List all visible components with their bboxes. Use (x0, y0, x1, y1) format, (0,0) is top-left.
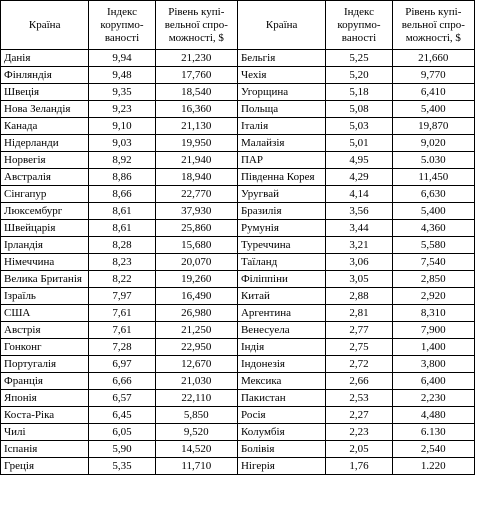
table-header-row (1, 1, 475, 50)
index-cell: 5,35 (89, 458, 155, 475)
purchasing-power-cell: 11,450 (392, 169, 474, 186)
index-cell: 7,97 (89, 288, 155, 305)
country-cell: Нова Зеландія (1, 101, 89, 118)
index-cell: 4,29 (326, 169, 392, 186)
table-row (1, 339, 475, 356)
index-cell: 3,56 (326, 203, 392, 220)
purchasing-power-cell: 21,130 (155, 118, 237, 135)
country-cell: Данія (1, 50, 89, 67)
table-row (1, 305, 475, 322)
purchasing-power-cell: 2,920 (392, 288, 474, 305)
country-cell: ПАР (237, 152, 325, 169)
purchasing-power-cell: 21,030 (155, 373, 237, 390)
purchasing-power-cell: 19,260 (155, 271, 237, 288)
table-body (1, 50, 475, 475)
purchasing-power-cell: 22,950 (155, 339, 237, 356)
index-cell: 6,97 (89, 356, 155, 373)
index-cell: 3,44 (326, 220, 392, 237)
country-cell: Швейцарія (1, 220, 89, 237)
purchasing-power-cell: 17,760 (155, 67, 237, 84)
index-cell: 2,88 (326, 288, 392, 305)
index-cell: 8,22 (89, 271, 155, 288)
country-cell: Венесуела (237, 322, 325, 339)
purchasing-power-cell: 16,360 (155, 101, 237, 118)
index-cell: 2,75 (326, 339, 392, 356)
purchasing-power-cell: 1,400 (392, 339, 474, 356)
index-cell: 2,27 (326, 407, 392, 424)
index-cell: 2,23 (326, 424, 392, 441)
index-cell: 8,92 (89, 152, 155, 169)
index-cell: 8,61 (89, 220, 155, 237)
table-row (1, 135, 475, 152)
purchasing-power-cell: 14,520 (155, 441, 237, 458)
country-cell: Японія (1, 390, 89, 407)
country-cell: Австралія (1, 169, 89, 186)
purchasing-power-cell: 11,710 (155, 458, 237, 475)
table-row (1, 458, 475, 475)
table-row (1, 271, 475, 288)
index-cell: 6,45 (89, 407, 155, 424)
country-cell: Бельгія (237, 50, 325, 67)
table-row (1, 220, 475, 237)
table-row (1, 356, 475, 373)
index-cell: 7,61 (89, 305, 155, 322)
index-cell: 3,21 (326, 237, 392, 254)
purchasing-power-cell: 2,230 (392, 390, 474, 407)
country-cell: Польща (237, 101, 325, 118)
header-purchasing-power: Рівень купі-вельної спро-можності, $ (392, 1, 474, 50)
index-cell: 8,23 (89, 254, 155, 271)
table-row (1, 407, 475, 424)
country-cell: Сінгапур (1, 186, 89, 203)
country-cell: Австрія (1, 322, 89, 339)
index-cell: 9,48 (89, 67, 155, 84)
index-cell: 9,35 (89, 84, 155, 101)
country-cell: Болівія (237, 441, 325, 458)
purchasing-power-cell: 6,400 (392, 373, 474, 390)
country-cell: Китай (237, 288, 325, 305)
country-cell: Індонезія (237, 356, 325, 373)
index-cell: 6,05 (89, 424, 155, 441)
index-cell: 5,25 (326, 50, 392, 67)
index-cell: 4,14 (326, 186, 392, 203)
table-row (1, 101, 475, 118)
index-cell: 4,95 (326, 152, 392, 169)
country-cell: Фінляндія (1, 67, 89, 84)
index-cell: 8,61 (89, 203, 155, 220)
country-cell: Чехія (237, 67, 325, 84)
index-cell: 2,77 (326, 322, 392, 339)
country-cell: Італія (237, 118, 325, 135)
country-cell: Угорщина (237, 84, 325, 101)
table-row (1, 373, 475, 390)
country-cell: Ірландія (1, 237, 89, 254)
country-cell: Люксембург (1, 203, 89, 220)
purchasing-power-cell: 2,540 (392, 441, 474, 458)
purchasing-power-cell: 9,020 (392, 135, 474, 152)
purchasing-power-cell: 6,630 (392, 186, 474, 203)
index-cell: 5,08 (326, 101, 392, 118)
index-cell: 8,28 (89, 237, 155, 254)
purchasing-power-cell: 5,850 (155, 407, 237, 424)
purchasing-power-cell: 2,850 (392, 271, 474, 288)
index-cell: 5,03 (326, 118, 392, 135)
country-cell: Нідерланди (1, 135, 89, 152)
purchasing-power-cell: 21,660 (392, 50, 474, 67)
country-cell: Велика Британія (1, 271, 89, 288)
country-cell: Гонконг (1, 339, 89, 356)
index-cell: 5,18 (326, 84, 392, 101)
purchasing-power-cell: 6.130 (392, 424, 474, 441)
index-cell: 2,72 (326, 356, 392, 373)
index-cell: 8,66 (89, 186, 155, 203)
table-row (1, 152, 475, 169)
index-cell: 2,53 (326, 390, 392, 407)
index-cell: 5,90 (89, 441, 155, 458)
table-row (1, 322, 475, 339)
country-cell: Таїланд (237, 254, 325, 271)
country-cell: Філіппіни (237, 271, 325, 288)
country-cell: Індія (237, 339, 325, 356)
purchasing-power-cell: 1.220 (392, 458, 474, 475)
purchasing-power-cell: 22,110 (155, 390, 237, 407)
index-cell: 1,76 (326, 458, 392, 475)
index-cell: 9,03 (89, 135, 155, 152)
purchasing-power-cell: 4,360 (392, 220, 474, 237)
index-cell: 5,01 (326, 135, 392, 152)
header-purchasing-power: Рівень купі-вельної спро-можності, $ (155, 1, 237, 50)
table-row (1, 441, 475, 458)
country-cell: Туреччина (237, 237, 325, 254)
purchasing-power-cell: 21,940 (155, 152, 237, 169)
purchasing-power-cell: 18,540 (155, 84, 237, 101)
index-cell: 3,05 (326, 271, 392, 288)
purchasing-power-cell: 26,980 (155, 305, 237, 322)
country-cell: Мексика (237, 373, 325, 390)
table-row (1, 118, 475, 135)
purchasing-power-cell: 19,870 (392, 118, 474, 135)
country-cell: Німеччина (1, 254, 89, 271)
index-cell: 9,23 (89, 101, 155, 118)
country-cell: Бразилія (237, 203, 325, 220)
index-cell: 2,81 (326, 305, 392, 322)
table-row (1, 390, 475, 407)
purchasing-power-cell: 7,900 (392, 322, 474, 339)
purchasing-power-cell: 25,860 (155, 220, 237, 237)
country-cell: Франція (1, 373, 89, 390)
country-cell: Росія (237, 407, 325, 424)
country-cell: Нігерія (237, 458, 325, 475)
purchasing-power-cell: 9,520 (155, 424, 237, 441)
purchasing-power-cell: 5,400 (392, 101, 474, 118)
country-cell: Коста-Ріка (1, 407, 89, 424)
index-cell: 9,94 (89, 50, 155, 67)
index-cell: 6,66 (89, 373, 155, 390)
index-cell: 2,66 (326, 373, 392, 390)
country-cell: Чилі (1, 424, 89, 441)
purchasing-power-cell: 18,940 (155, 169, 237, 186)
purchasing-power-cell: 20,070 (155, 254, 237, 271)
index-cell: 8,86 (89, 169, 155, 186)
purchasing-power-cell: 21,250 (155, 322, 237, 339)
table-row (1, 288, 475, 305)
purchasing-power-cell: 3,800 (392, 356, 474, 373)
purchasing-power-cell: 4,480 (392, 407, 474, 424)
country-cell: Ізраїль (1, 288, 89, 305)
country-cell: Пакистан (237, 390, 325, 407)
country-cell: Південна Корея (237, 169, 325, 186)
index-cell: 3,06 (326, 254, 392, 271)
country-cell: Малайзія (237, 135, 325, 152)
purchasing-power-cell: 16,490 (155, 288, 237, 305)
country-cell: США (1, 305, 89, 322)
purchasing-power-cell: 19,950 (155, 135, 237, 152)
purchasing-power-cell: 5,580 (392, 237, 474, 254)
index-cell: 7,28 (89, 339, 155, 356)
purchasing-power-cell: 6,410 (392, 84, 474, 101)
index-cell: 5,20 (326, 67, 392, 84)
index-cell: 2,05 (326, 441, 392, 458)
table-row (1, 424, 475, 441)
header-index: Індекс корупмо-ваності (326, 1, 392, 50)
country-cell: Румунія (237, 220, 325, 237)
country-cell: Швеція (1, 84, 89, 101)
country-cell: Іспанія (1, 441, 89, 458)
purchasing-power-cell: 8,310 (392, 305, 474, 322)
purchasing-power-cell: 21,230 (155, 50, 237, 67)
purchasing-power-cell: 5,400 (392, 203, 474, 220)
header-index: Індекс корупмо-ваності (89, 1, 155, 50)
purchasing-power-cell: 5.030 (392, 152, 474, 169)
purchasing-power-cell: 12,670 (155, 356, 237, 373)
purchasing-power-cell: 37,930 (155, 203, 237, 220)
country-cell: Уругвай (237, 186, 325, 203)
table-row (1, 169, 475, 186)
header-country: Країна (237, 1, 325, 50)
table-row (1, 67, 475, 84)
table-row (1, 254, 475, 271)
country-cell: Колумбія (237, 424, 325, 441)
index-cell: 6,57 (89, 390, 155, 407)
index-cell: 9,10 (89, 118, 155, 135)
table-row (1, 203, 475, 220)
purchasing-power-cell: 9,770 (392, 67, 474, 84)
purchasing-power-cell: 15,680 (155, 237, 237, 254)
table-row (1, 237, 475, 254)
country-cell: Канада (1, 118, 89, 135)
index-cell: 7,61 (89, 322, 155, 339)
purchasing-power-cell: 7,540 (392, 254, 474, 271)
purchasing-power-cell: 22,770 (155, 186, 237, 203)
header-country: Країна (1, 1, 89, 50)
country-cell: Норвегія (1, 152, 89, 169)
country-cell: Греція (1, 458, 89, 475)
table-row (1, 84, 475, 101)
table-row (1, 50, 475, 67)
table-row (1, 186, 475, 203)
country-cell: Аргентина (237, 305, 325, 322)
country-cell: Португалія (1, 356, 89, 373)
